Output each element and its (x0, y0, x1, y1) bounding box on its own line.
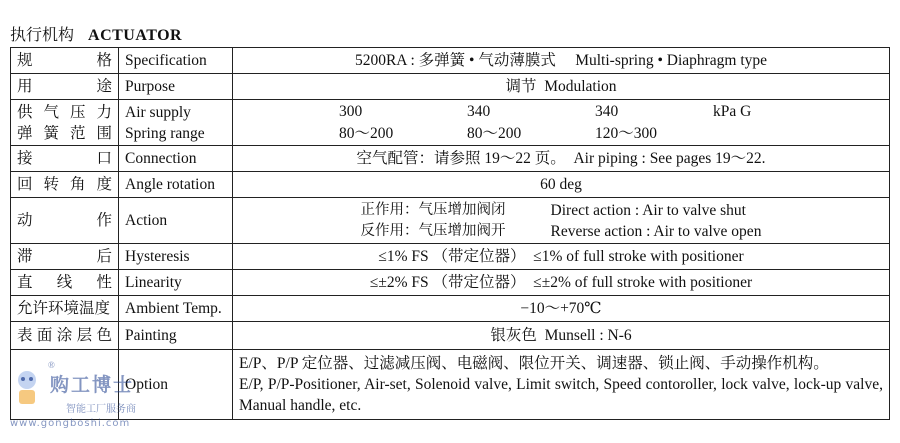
row-label-cn: 动 作 (11, 198, 119, 244)
row-value (233, 100, 890, 146)
table-row (11, 172, 890, 198)
spring-range-2: 80～200 (467, 124, 522, 142)
reverse-action-en: Reverse action : Air to valve open (550, 222, 762, 240)
air-supply-unit: kPa G (713, 102, 752, 120)
row-label-en: Air supply Spring range (119, 100, 233, 146)
direct-action-cn: 正作用：气压增加阀闭 (360, 201, 506, 218)
spring-range-3: 120～300 (595, 124, 658, 142)
row-value (233, 198, 890, 244)
watermark-brand: 购工博士 (50, 375, 135, 396)
row-value: 银灰色 Munsell : N-6 (233, 322, 890, 350)
row-label-en: Specification (119, 48, 233, 74)
row-label-cn: 接 口 (11, 146, 119, 172)
air-supply-3: 340 (595, 102, 619, 120)
title-cn: 执行机构 (10, 27, 75, 44)
table-row (11, 270, 890, 296)
option-cn: E/P、P/P 定位器、过滤减压阀、电磁阀、限位开关、调速器、锁止阀、手动操作机构。 (239, 355, 829, 372)
row-value: 调节 Modulation (233, 74, 890, 100)
row-label-cn: 直 线 性 (11, 270, 119, 296)
table-row (11, 244, 890, 270)
row-label-cn: 允许环境温度 (11, 296, 119, 322)
watermark-url: www.gongboshi.com (10, 418, 131, 429)
row-label-cn: 回 转 角 度 (11, 172, 119, 198)
registered-mark: ® (48, 360, 55, 370)
reverse-action-cn: 反作用：气压增加阀开 (360, 222, 506, 239)
table-row (11, 48, 890, 74)
row-value: ≤1% FS （带定位器） ≤1% of full stroke with positioner (233, 244, 890, 270)
row-label-en: Action (119, 198, 233, 244)
air-supply-1: 300 (339, 102, 363, 120)
table-row (11, 100, 890, 146)
row-label-cn: 用 途 (11, 74, 119, 100)
row-label-cn: 规 格 (11, 48, 119, 74)
row-label-en: Hysteresis (119, 244, 233, 270)
row-value: ≤±2% FS （带定位器） ≤±2% of full stroke with positioner (233, 270, 890, 296)
row-label-en: Angle rotation (119, 172, 233, 198)
row-label-cn: 滞 后 (11, 244, 119, 270)
row-label-en: Ambient Temp. (119, 296, 233, 322)
watermark-sub: 智能工厂服务商 (66, 404, 136, 415)
row-label-en: Purpose (119, 74, 233, 100)
watermark-logo (6, 356, 146, 436)
row-label-en: Linearity (119, 270, 233, 296)
row-label-en: Painting (119, 322, 233, 350)
row-value: −10～+70℃ (233, 296, 890, 322)
row-label-en: Option (119, 350, 233, 420)
title-en: ACTUATOR (88, 27, 183, 44)
row-value (233, 350, 890, 420)
table-row (11, 198, 890, 244)
robot-icon (10, 368, 44, 408)
table-row (11, 146, 890, 172)
direct-action-en: Direct action : Air to valve shut (550, 201, 746, 219)
row-value: 空气配管：请参照 19～22 页。 Air piping : See pages 19～22. (233, 146, 890, 172)
row-value: 60 deg (233, 172, 890, 198)
table-row (11, 74, 890, 100)
row-label-cn: 供 气 压 力 弹 簧 范 围 (11, 100, 119, 146)
option-en: E/P, P/P-Positioner, Air-set, Solenoid valve, Limit switch, Speed contoroller, lock valve, lock-up valve, Manual handle, etc. (239, 376, 883, 414)
row-label-cn: 表 面 涂 层 色 (11, 322, 119, 350)
table-row (11, 296, 890, 322)
section-title (10, 22, 182, 45)
table-row (11, 322, 890, 350)
spring-range-1: 80～200 (339, 124, 394, 142)
air-supply-2: 340 (467, 102, 491, 120)
row-value: 5200RA : 多弹簧 • 气动薄膜式 Multi-spring • Diaphragm type (233, 48, 890, 74)
row-label-en: Connection (119, 146, 233, 172)
